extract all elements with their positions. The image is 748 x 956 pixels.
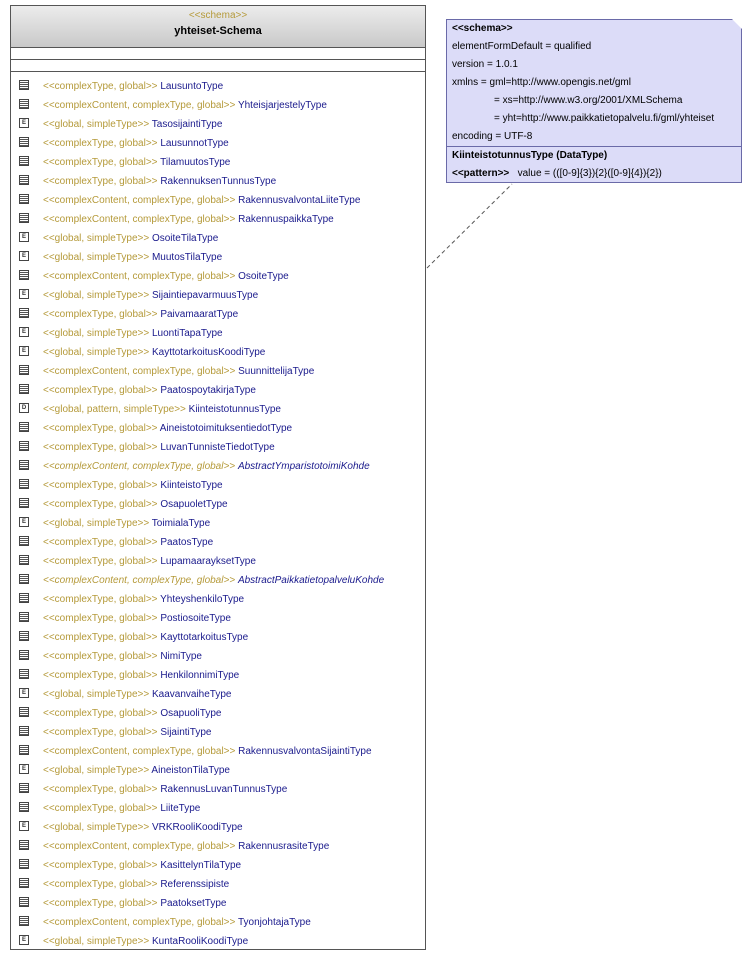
class-icon [19, 574, 29, 584]
type-list-item[interactable] [11, 495, 425, 514]
type-name: HenkilonnimiType [160, 670, 240, 681]
type-list-item[interactable] [11, 438, 425, 457]
class-icon [19, 80, 29, 90]
type-list-item[interactable] [11, 324, 425, 343]
type-stereotype: <<global, pattern, simpleType>> [43, 404, 186, 415]
class-icon [19, 612, 29, 622]
type-list-item[interactable] [11, 305, 425, 324]
type-name: ToimialaType [151, 518, 211, 529]
class-icon [19, 859, 29, 869]
class-icon [19, 897, 29, 907]
type-list-item[interactable] [11, 267, 425, 286]
type-stereotype: <<complexContent, complexType, global>> [43, 195, 236, 206]
type-stereotype: <<complexType, global>> [43, 784, 158, 795]
enumeration-icon: E [19, 821, 29, 831]
class-icon [19, 593, 29, 603]
type-name: PaatospoytakirjaType [160, 385, 256, 396]
class-icon [19, 726, 29, 736]
enumeration-icon: E [19, 517, 29, 527]
type-list-item[interactable] [11, 229, 425, 248]
note-property-line: = yht=http://www.paikkatietopalvelu.fi/gml/yhteiset [494, 113, 715, 124]
type-name: RakennuspaikkaType [238, 214, 334, 225]
type-list-item[interactable] [11, 723, 425, 742]
type-list-item[interactable] [11, 153, 425, 172]
type-name: MuutosTilaType [151, 252, 223, 263]
type-name: RakennusvalvontaSijaintiType [238, 746, 372, 757]
type-name: SuunnittelijaType [238, 366, 315, 377]
class-icon [19, 498, 29, 508]
type-list-item[interactable] [11, 799, 425, 818]
package-stereotype: <<schema>> [188, 10, 248, 21]
class-icon [19, 669, 29, 679]
type-stereotype: <<complexType, global>> [43, 309, 158, 320]
class-icon [19, 365, 29, 375]
type-stereotype: <<complexType, global>> [43, 157, 158, 168]
type-name: KasittelynTilaType [160, 860, 242, 871]
type-list-item[interactable] [11, 191, 425, 210]
type-stereotype: <<complexType, global>> [43, 803, 158, 814]
datatype-icon: D [19, 403, 29, 413]
type-name: OsapuoletType [160, 499, 228, 510]
type-list-item[interactable] [11, 286, 425, 305]
type-name: RakennusrasiteType [238, 841, 330, 852]
type-list-item[interactable] [11, 780, 425, 799]
type-name: OsoiteTilaType [151, 233, 219, 244]
type-list-item[interactable] [11, 913, 425, 932]
type-list-item[interactable] [11, 210, 425, 229]
class-icon [19, 460, 29, 470]
type-name: KiinteistoType [160, 480, 223, 491]
type-list-item[interactable] [11, 647, 425, 666]
class-icon [19, 99, 29, 109]
type-name: PaatosType [160, 537, 214, 548]
class-icon [19, 707, 29, 717]
type-stereotype: <<complexType, global>> [43, 556, 158, 567]
type-stereotype: <<complexType, global>> [43, 480, 158, 491]
note-pattern-row [447, 165, 741, 183]
type-name: PaatoksetType [160, 898, 227, 909]
type-list-item[interactable] [11, 875, 425, 894]
type-list-item[interactable] [11, 837, 425, 856]
type-list-item[interactable] [11, 932, 425, 951]
schema-package[interactable] [10, 5, 426, 950]
type-list-item[interactable] [11, 419, 425, 438]
type-stereotype: <<complexType, global>> [43, 499, 158, 510]
type-name: AbstractYmparistotoimiKohde [237, 461, 370, 472]
type-stereotype: <<global, simpleType>> [43, 822, 150, 833]
class-icon [19, 631, 29, 641]
class-icon [19, 840, 29, 850]
type-stereotype: <<global, simpleType>> [43, 347, 150, 358]
type-list-item[interactable] [11, 457, 425, 476]
type-list-item[interactable] [11, 77, 425, 96]
type-name: PostiosoiteType [160, 613, 231, 624]
type-stereotype: <<complexContent, complexType, global>> [43, 100, 236, 111]
type-list-item[interactable] [11, 818, 425, 837]
enumeration-icon: E [19, 688, 29, 698]
type-list-item[interactable] [11, 476, 425, 495]
enumeration-icon: E [19, 327, 29, 337]
type-stereotype: <<complexType, global>> [43, 423, 158, 434]
type-name: AineistotoimituksentiedotType [159, 423, 293, 434]
class-icon [19, 783, 29, 793]
type-list-item[interactable] [11, 590, 425, 609]
enumeration-icon: E [19, 935, 29, 945]
type-stereotype: <<complexContent, complexType, global>> [43, 746, 236, 757]
type-name: LausuntoType [160, 81, 224, 92]
type-stereotype: <<complexType, global>> [43, 594, 158, 605]
type-name: OsapuoliType [160, 708, 222, 719]
class-icon [19, 213, 29, 223]
type-name: NimiType [160, 651, 202, 662]
note-connector-line [427, 184, 512, 268]
type-stereotype: <<complexType, global>> [43, 651, 158, 662]
type-name: SijaintiepavarmuusType [151, 290, 259, 301]
note-pattern-value: value = (([0-9]{3}){2}([0-9]{4}){2}) [517, 168, 662, 179]
class-icon [19, 137, 29, 147]
type-stereotype: <<complexType, global>> [43, 708, 158, 719]
class-icon [19, 270, 29, 280]
type-name: TasosijaintiType [151, 119, 223, 130]
note-header: <<schema>> [452, 23, 513, 34]
type-stereotype: <<complexType, global>> [43, 879, 158, 890]
type-name: AbstractPaikkatietopalveluKohde [237, 575, 385, 586]
note-properties [447, 38, 741, 146]
type-stereotype: <<complexType, global>> [43, 632, 158, 643]
package-title: yhteiset-Schema [174, 25, 262, 37]
type-name: VRKRooliKoodiType [151, 822, 243, 833]
type-name: LupamaarayksetType [160, 556, 256, 567]
type-stereotype: <<global, simpleType>> [43, 689, 150, 700]
class-icon [19, 441, 29, 451]
type-name: RakennusLuvanTunnusType [160, 784, 288, 795]
note-property-line: version = 1.0.1 [452, 59, 518, 70]
type-list-item[interactable] [11, 742, 425, 761]
type-stereotype: <<global, simpleType>> [43, 119, 150, 130]
enumeration-icon: E [19, 251, 29, 261]
type-name: AineistonTilaType [151, 765, 230, 776]
schema-note[interactable] [446, 19, 742, 183]
type-list-item[interactable] [11, 134, 425, 153]
type-stereotype: <<complexContent, complexType, global>> [43, 366, 236, 377]
type-name: YhteisjarjestelyType [237, 100, 327, 111]
type-name: TyonjohtajaType [237, 917, 311, 928]
type-list-item[interactable] [11, 685, 425, 704]
type-stereotype: <<complexType, global>> [43, 81, 158, 92]
type-list-item[interactable] [11, 761, 425, 780]
enumeration-icon: E [19, 764, 29, 774]
type-stereotype: <<complexType, global>> [43, 138, 158, 149]
type-name: LuvanTunnisteTiedotType [160, 442, 275, 453]
enumeration-icon: E [19, 118, 29, 128]
note-property-line: elementFormDefault = qualified [452, 41, 592, 52]
class-icon [19, 175, 29, 185]
type-stereotype: <<complexType, global>> [43, 176, 158, 187]
type-list-item[interactable] [11, 115, 425, 134]
type-list-item[interactable] [11, 400, 425, 419]
enumeration-icon: E [19, 232, 29, 242]
type-stereotype: <<complexContent, complexType, global>> [43, 917, 236, 928]
type-list [11, 72, 425, 951]
type-stereotype: <<complexType, global>> [43, 860, 158, 871]
class-icon [19, 916, 29, 926]
class-icon [19, 422, 29, 432]
type-name: PaivamaaratType [160, 309, 239, 320]
type-list-item[interactable] [11, 343, 425, 362]
type-stereotype: <<global, simpleType>> [43, 252, 150, 263]
type-stereotype: <<global, simpleType>> [43, 765, 150, 776]
class-icon [19, 156, 29, 166]
type-stereotype: <<global, simpleType>> [43, 518, 150, 529]
type-stereotype: <<complexContent, complexType, global>> [43, 271, 236, 282]
attribute-compartment [11, 48, 425, 60]
operation-compartment [11, 60, 425, 72]
type-stereotype: <<complexContent, complexType, global>> [43, 575, 236, 586]
class-icon [19, 650, 29, 660]
type-list-item[interactable] [11, 552, 425, 571]
type-name: KiinteistotunnusType [188, 404, 281, 415]
type-name: KaavanvaiheType [151, 689, 232, 700]
type-name: RakennuksenTunnusType [160, 176, 277, 187]
type-stereotype: <<complexType, global>> [43, 613, 158, 624]
type-stereotype: <<complexType, global>> [43, 727, 158, 738]
class-icon [19, 745, 29, 755]
type-stereotype: <<global, simpleType>> [43, 328, 150, 339]
type-name: TilamuutosType [160, 157, 231, 168]
type-list-item[interactable] [11, 381, 425, 400]
type-list-item[interactable] [11, 704, 425, 723]
class-icon [19, 802, 29, 812]
type-list-item[interactable] [11, 894, 425, 913]
type-stereotype: <<complexContent, complexType, global>> [43, 461, 236, 472]
type-stereotype: <<complexType, global>> [43, 385, 158, 396]
type-list-item[interactable] [11, 362, 425, 381]
type-list-item[interactable] [11, 571, 425, 590]
type-stereotype: <<global, simpleType>> [43, 290, 150, 301]
type-list-item[interactable] [11, 628, 425, 647]
type-list-item[interactable] [11, 856, 425, 875]
class-icon [19, 479, 29, 489]
type-name: KayttotarkoitusKoodiType [151, 347, 266, 358]
type-list-item[interactable] [11, 514, 425, 533]
type-stereotype: <<complexType, global>> [43, 442, 158, 453]
type-stereotype: <<global, simpleType>> [43, 936, 150, 947]
type-name: OsoiteType [238, 271, 289, 282]
note-property-line: xmlns = gml=http://www.opengis.net/gml [452, 77, 631, 88]
note-type-title: KiinteistotunnusType (DataType) [452, 150, 608, 161]
type-stereotype: <<complexContent, complexType, global>> [43, 841, 236, 852]
type-list-item[interactable] [11, 533, 425, 552]
enumeration-icon: E [19, 346, 29, 356]
class-icon [19, 555, 29, 565]
type-list-item[interactable] [11, 248, 425, 267]
type-name: RakennusvalvontaLiiteType [238, 195, 361, 206]
type-list-item[interactable] [11, 96, 425, 115]
type-name: LuontiTapaType [151, 328, 223, 339]
class-icon [19, 308, 29, 318]
type-stereotype: <<complexType, global>> [43, 898, 158, 909]
type-name: SijaintiType [160, 727, 212, 738]
type-name: KayttotarkoitusType [160, 632, 249, 643]
note-property-line: encoding = UTF-8 [452, 131, 533, 142]
type-list-item[interactable] [11, 172, 425, 191]
type-stereotype: <<complexContent, complexType, global>> [43, 214, 236, 225]
class-icon [19, 536, 29, 546]
class-icon [19, 384, 29, 394]
type-name: KuntaRooliKoodiType [151, 936, 249, 947]
type-name: LausunnotType [160, 138, 229, 149]
type-stereotype: <<complexType, global>> [43, 537, 158, 548]
note-property-line: = xs=http://www.w3.org/2001/XMLSchema [494, 95, 683, 106]
type-list-item[interactable] [11, 609, 425, 628]
type-stereotype: <<complexType, global>> [43, 670, 158, 681]
type-name: YhteyshenkiloType [160, 594, 245, 605]
class-icon [19, 878, 29, 888]
type-name: Referenssipiste [160, 879, 230, 890]
note-pattern-stereotype: <<pattern>> [452, 168, 510, 179]
type-list-item[interactable] [11, 666, 425, 685]
enumeration-icon: E [19, 289, 29, 299]
type-name: LiiteType [160, 803, 201, 814]
type-stereotype: <<global, simpleType>> [43, 233, 150, 244]
package-header [11, 6, 425, 48]
class-icon [19, 194, 29, 204]
